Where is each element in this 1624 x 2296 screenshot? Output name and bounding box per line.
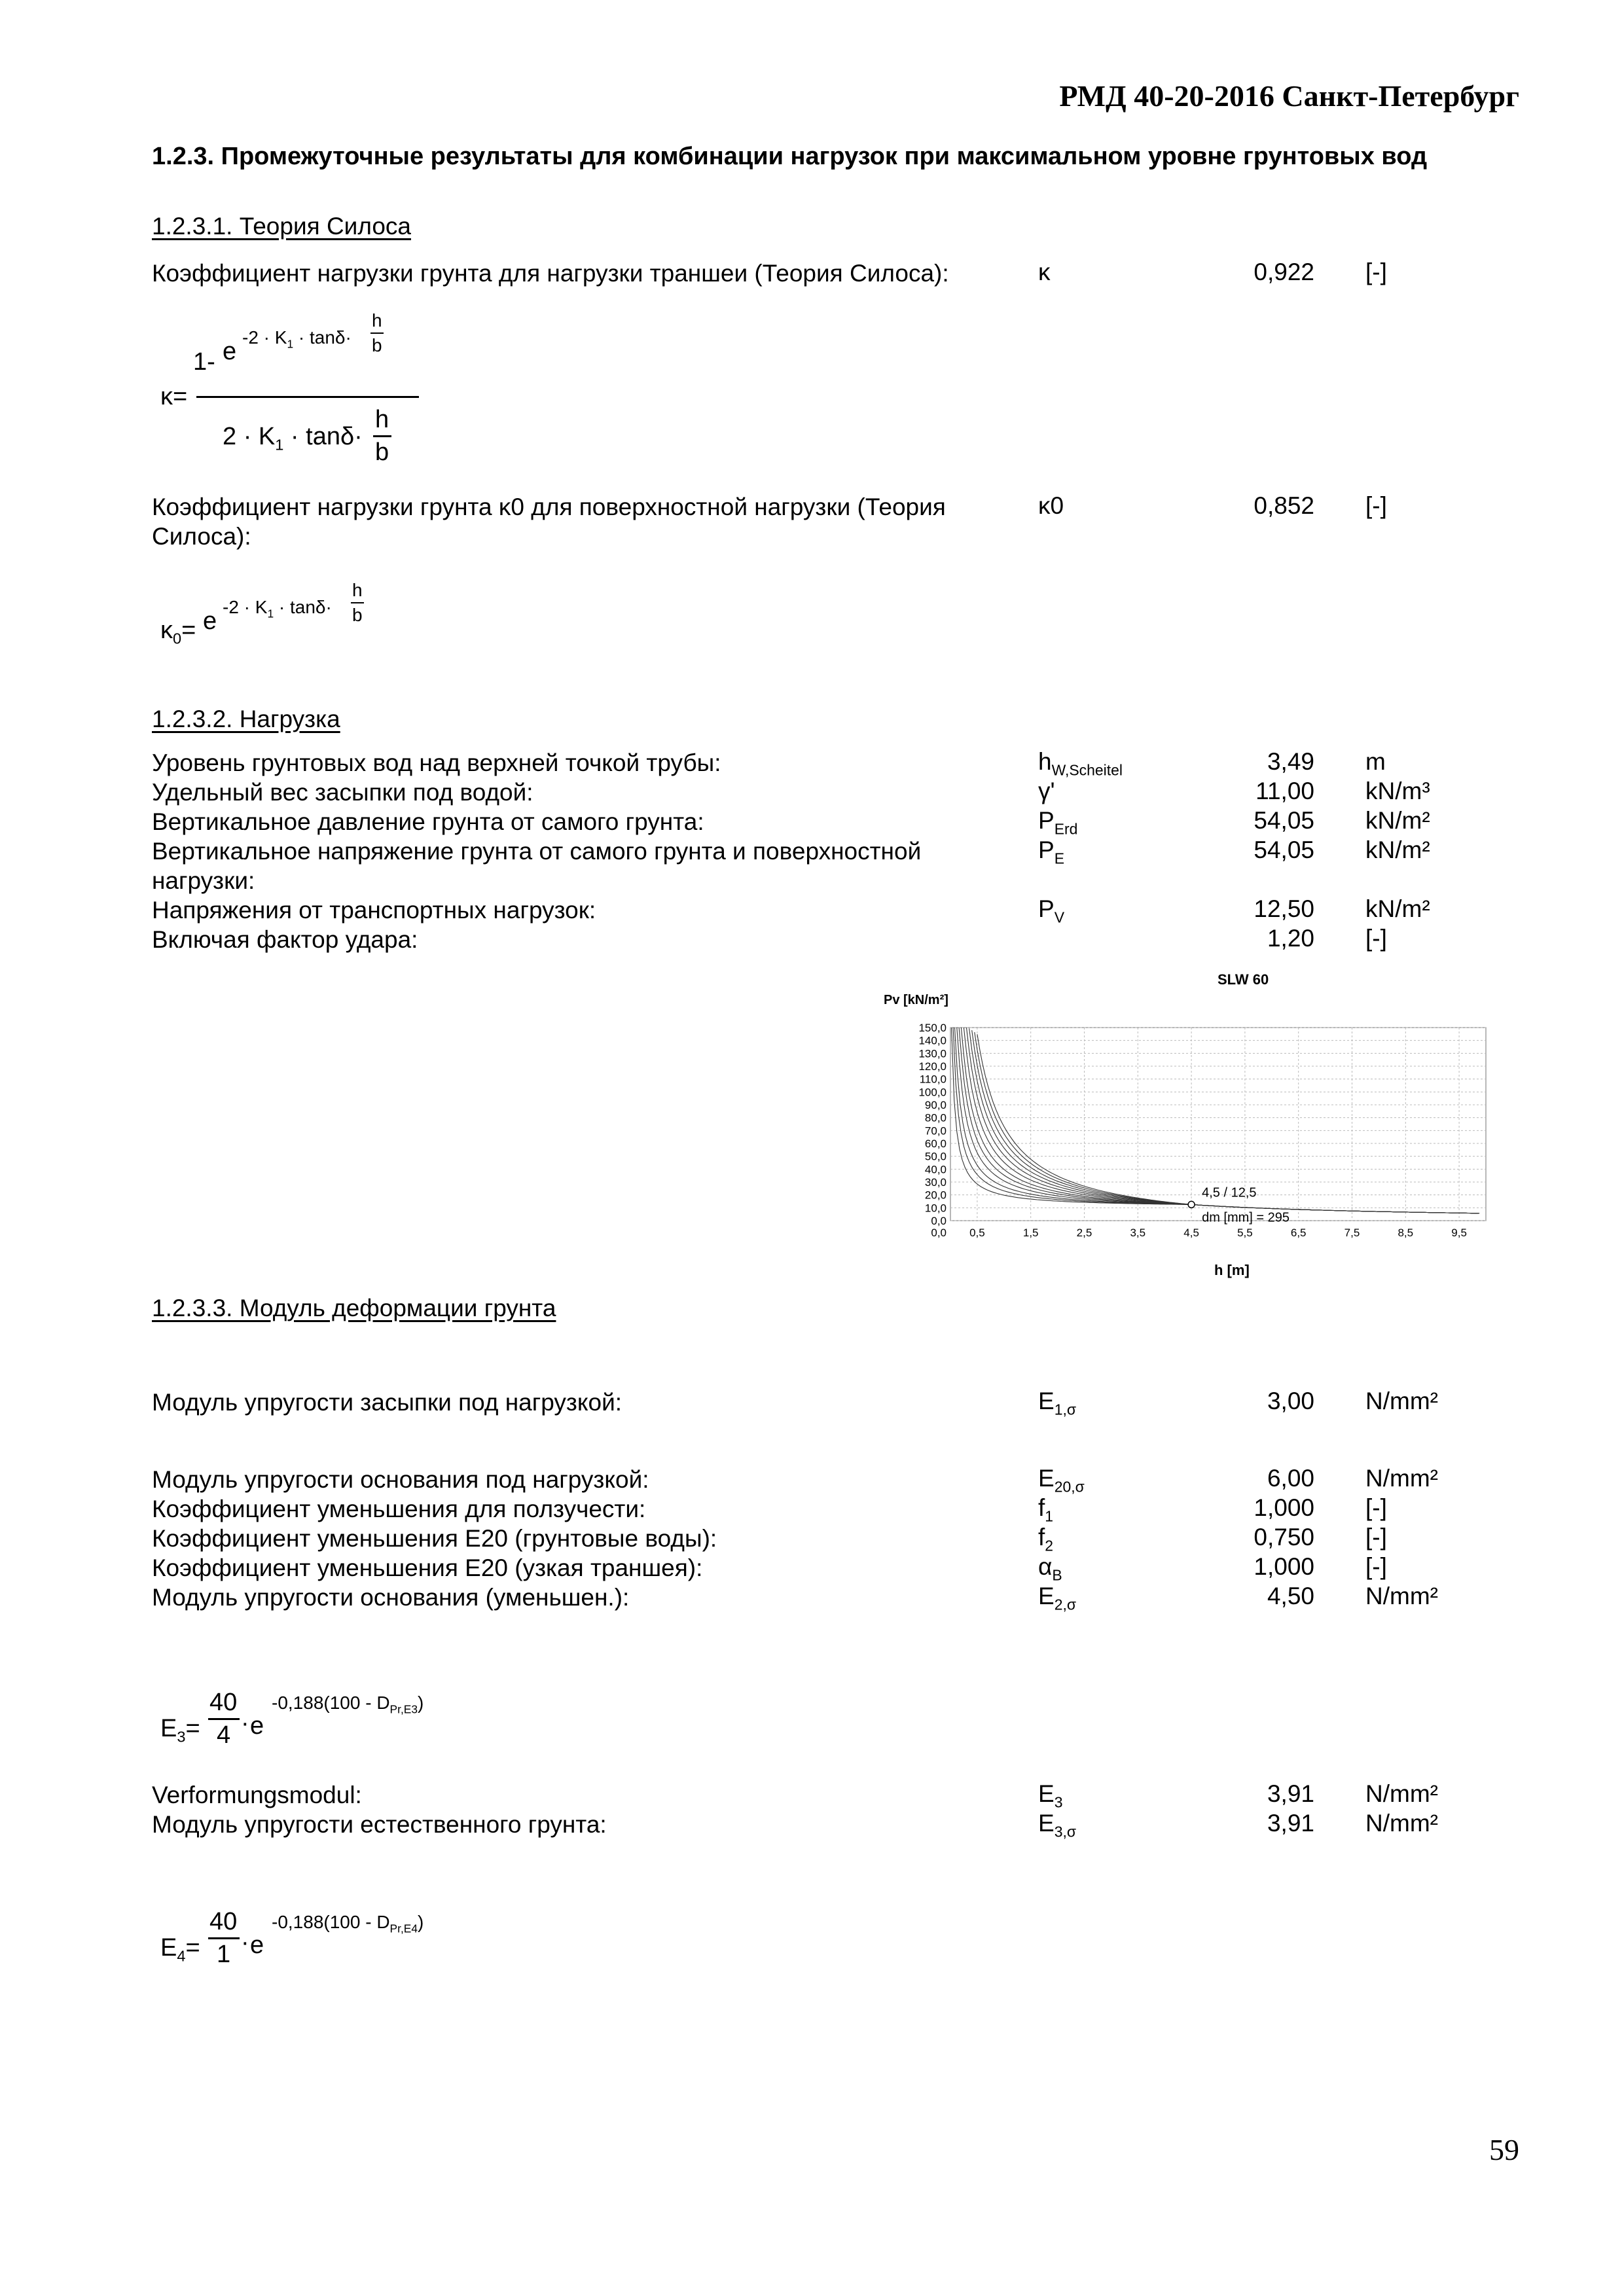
chart-marker-point bbox=[1188, 1201, 1195, 1208]
document-header: РМД 40-20-2016 Санкт-Петербург bbox=[1059, 79, 1519, 113]
row-label: Включая фактор удара: bbox=[152, 926, 418, 953]
chart-x-tick-label: 0,5 bbox=[969, 1227, 985, 1239]
row-label: Модуль упругости засыпки под нагрузкой: bbox=[152, 1389, 623, 1416]
chart-y-tick-label: 70,0 bbox=[924, 1124, 947, 1138]
row-symbol: $E_3$ bbox=[1038, 1780, 1063, 1811]
row-value: 3,91 bbox=[1267, 1780, 1314, 1807]
subsection-title-modulus: 1.2.3.3. Модуль деформации грунта bbox=[152, 1295, 556, 1321]
result-row-pe bbox=[0, 836, 1624, 895]
row-label: Вертикальное давление грунта от самого грунта: bbox=[152, 808, 704, 835]
row-unit: [-] bbox=[1365, 1524, 1387, 1551]
result-row-kappa bbox=[0, 259, 1624, 288]
row-symbol: κ0 bbox=[1038, 492, 1064, 519]
chart-y-tick-label: 130,0 bbox=[918, 1047, 947, 1060]
row-value: 3,00 bbox=[1267, 1388, 1314, 1414]
row-unit: N/mm² bbox=[1365, 1465, 1438, 1492]
page-number: 59 bbox=[1489, 2133, 1519, 2166]
row-label-continued: нагрузки: bbox=[152, 867, 255, 894]
chart-y-tick-label: 100,0 bbox=[918, 1086, 947, 1099]
chart-x-tick-label: 2,5 bbox=[1076, 1227, 1092, 1239]
chart-y-tick-label: 60,0 bbox=[924, 1138, 947, 1150]
chart-title: SLW 60 bbox=[1218, 971, 1269, 988]
row-label: Вертикальное напряжение грунта от самого грунта и поверхностной bbox=[152, 838, 922, 865]
chart-y-tick-label: 110,0 bbox=[919, 1073, 947, 1086]
result-row-f2 bbox=[0, 1524, 1624, 1553]
chart-x-tick-label: 4,5 bbox=[1183, 1227, 1199, 1239]
row-symbol: $P_V$ bbox=[1038, 895, 1064, 926]
load-chart bbox=[871, 962, 1512, 1283]
row-value: 11,00 bbox=[1255, 778, 1314, 804]
row-unit: kN/m² bbox=[1365, 836, 1430, 863]
row-label: Удельный вес засыпки под водой: bbox=[152, 779, 533, 806]
row-symbol: $f_2$ bbox=[1038, 1524, 1054, 1554]
chart-y-tick-label: 20,0 bbox=[924, 1189, 947, 1202]
row-label: Коэффициент нагрузки грунта κ0 для поверхностной нагрузки (Теория Силоса): bbox=[152, 493, 946, 550]
chart-ylabel: Pv [kN/m²] bbox=[884, 993, 948, 1007]
row-unit: N/mm² bbox=[1365, 1583, 1438, 1609]
formula-kappa0: $\kappa_0=$ e $-2 \cdot K_1 \cdot \tan\delta\cdot$ h b bbox=[157, 569, 419, 648]
row-value: 1,20 bbox=[1267, 925, 1314, 952]
row-unit: [-] bbox=[1365, 259, 1387, 285]
row-value: 3,91 bbox=[1267, 1810, 1314, 1837]
result-row-e20 bbox=[0, 1465, 1624, 1494]
row-label: Модуль упругости основания (уменьшен.): bbox=[152, 1584, 630, 1611]
chart-annotation-point: 4,5 / 12,5 bbox=[1202, 1185, 1257, 1200]
row-value: 54,05 bbox=[1254, 807, 1314, 834]
chart-x-tick-label: 9,5 bbox=[1451, 1227, 1467, 1239]
row-label: Напряжения от транспортных нагрузок: bbox=[152, 897, 596, 924]
row-unit: N/mm² bbox=[1365, 1810, 1438, 1837]
row-symbol: $\alpha_B$ bbox=[1038, 1553, 1062, 1584]
row-label: Verformungsmodul: bbox=[152, 1782, 362, 1808]
chart-y-tick-label: 140,0 bbox=[918, 1034, 947, 1047]
row-label: Уровень грунтовых вод над верхней точкой трубы: bbox=[152, 749, 721, 776]
result-row-f1 bbox=[0, 1494, 1624, 1524]
row-symbol: $f_1$ bbox=[1038, 1494, 1054, 1525]
chart-annotation bbox=[1202, 1185, 1290, 1225]
row-unit: [-] bbox=[1365, 925, 1387, 952]
chart-y-tick-label: 120,0 bbox=[918, 1060, 947, 1073]
row-symbol: $P_{Erd}$ bbox=[1038, 807, 1078, 838]
chart-x-tick-label: 8,5 bbox=[1398, 1227, 1414, 1239]
row-symbol: $E_{1,\sigma}$ bbox=[1038, 1388, 1076, 1418]
chart-y-tick-label: 80,0 bbox=[924, 1111, 947, 1124]
row-symbol: $h_{W,Scheitel}$ bbox=[1038, 748, 1123, 779]
row-unit: kN/m³ bbox=[1365, 778, 1430, 804]
chart-y-tick-label: 90,0 bbox=[924, 1099, 947, 1111]
chart-x-tick-label: 0,0 bbox=[931, 1227, 947, 1239]
row-value: 0,922 bbox=[1254, 259, 1314, 285]
row-value: 0,750 bbox=[1254, 1524, 1314, 1551]
result-row-pv bbox=[0, 895, 1624, 925]
row-unit: [-] bbox=[1365, 1553, 1387, 1580]
result-row-e1 bbox=[0, 1388, 1624, 1417]
chart-x-tick-label: 7,5 bbox=[1344, 1227, 1360, 1239]
result-row-impact bbox=[0, 925, 1624, 954]
result-row-kappa0 bbox=[0, 492, 1624, 551]
row-symbol: $E_{20,\sigma}$ bbox=[1038, 1465, 1085, 1496]
row-unit: kN/m² bbox=[1365, 807, 1430, 834]
subsection-title-load: 1.2.3.2. Нагрузка bbox=[152, 706, 340, 732]
row-value: 0,852 bbox=[1254, 492, 1314, 519]
row-label: Модуль упругости естественного грунта: bbox=[152, 1811, 607, 1838]
row-symbol: $E_{2,\sigma}$ bbox=[1038, 1583, 1076, 1613]
row-symbol: $E_{3,\sigma}$ bbox=[1038, 1810, 1076, 1840]
chart-x-ticks bbox=[931, 1227, 1467, 1239]
row-label: Коэффициент уменьшения для ползучести: bbox=[152, 1496, 646, 1522]
section-title: 1.2.3. Промежуточные результаты для комбинации нагрузок при максимальном уровне грунтовых вод bbox=[152, 143, 1428, 170]
row-label: Коэффициент уменьшения E20 (узкая траншея): bbox=[152, 1554, 703, 1581]
row-value: 1,000 bbox=[1254, 1553, 1314, 1580]
result-row-e3 bbox=[0, 1780, 1624, 1810]
chart-y-tick-label: 30,0 bbox=[924, 1176, 947, 1189]
subsection-title-silo: 1.2.3.1. Теория Силоса bbox=[152, 213, 411, 240]
row-symbol: κ bbox=[1038, 259, 1051, 285]
result-row-e3sigma bbox=[0, 1810, 1624, 1839]
row-value: 1,000 bbox=[1254, 1494, 1314, 1521]
row-unit: N/mm² bbox=[1365, 1780, 1438, 1807]
chart-xlabel: h [m] bbox=[1214, 1262, 1250, 1278]
row-symbol: γ' bbox=[1038, 778, 1055, 804]
formula-kappa: κ= 1- e $-2 \cdot K_1 \cdot \tan\delta\cdot$ h b $2 \cdot K_1 \cdot \tan\delta\cdot$ h b bbox=[157, 301, 432, 471]
row-label: Модуль упругости основания под нагрузкой: bbox=[152, 1466, 649, 1493]
result-row-gamma bbox=[0, 778, 1624, 807]
row-unit: kN/m² bbox=[1365, 895, 1430, 922]
chart-y-tick-label: 40,0 bbox=[924, 1163, 947, 1176]
chart-x-tick-label: 5,5 bbox=[1237, 1227, 1253, 1239]
chart-y-tick-label: 50,0 bbox=[924, 1150, 947, 1163]
chart-y-ticks bbox=[918, 1022, 947, 1227]
row-unit: [-] bbox=[1365, 1494, 1387, 1521]
row-unit: m bbox=[1365, 748, 1386, 775]
row-value: 12,50 bbox=[1254, 895, 1314, 922]
result-row-hw bbox=[0, 748, 1624, 778]
formula-e3: $E_3=$ 40 4 · e $-0,188(100 - D_{Pr,E3})$ bbox=[160, 1689, 424, 1749]
chart-x-tick-label: 1,5 bbox=[1022, 1227, 1039, 1239]
row-unit: [-] bbox=[1365, 492, 1387, 519]
chart-y-tick-label: 150,0 bbox=[918, 1022, 947, 1034]
result-row-e2 bbox=[0, 1583, 1624, 1612]
chart-x-tick-label: 3,5 bbox=[1130, 1227, 1146, 1239]
chart-x-tick-label: 6,5 bbox=[1290, 1227, 1307, 1239]
row-value: 4,50 bbox=[1267, 1583, 1314, 1609]
chart-annotation-dm: dm [mm] = 295 bbox=[1202, 1210, 1290, 1225]
formula-e4: $E_4=$ 40 1 · e $-0,188(100 - D_{Pr,E4})$ bbox=[160, 1908, 424, 1968]
row-label: Коэффициент нагрузки грунта для нагрузки траншеи (Теория Силоса): bbox=[152, 260, 949, 287]
row-symbol: $P_E$ bbox=[1038, 836, 1064, 867]
chart-y-tick-label: 10,0 bbox=[924, 1202, 947, 1215]
row-unit: N/mm² bbox=[1365, 1388, 1438, 1414]
result-row-perd bbox=[0, 807, 1624, 836]
result-row-alphab bbox=[0, 1553, 1624, 1583]
row-value: 6,00 bbox=[1267, 1465, 1314, 1492]
row-value: 54,05 bbox=[1254, 836, 1314, 863]
chart-y-tick-label: 0,0 bbox=[931, 1215, 947, 1227]
row-label: Коэффициент уменьшения E20 (грунтовые воды): bbox=[152, 1525, 717, 1552]
row-value: 3,49 bbox=[1267, 748, 1314, 775]
